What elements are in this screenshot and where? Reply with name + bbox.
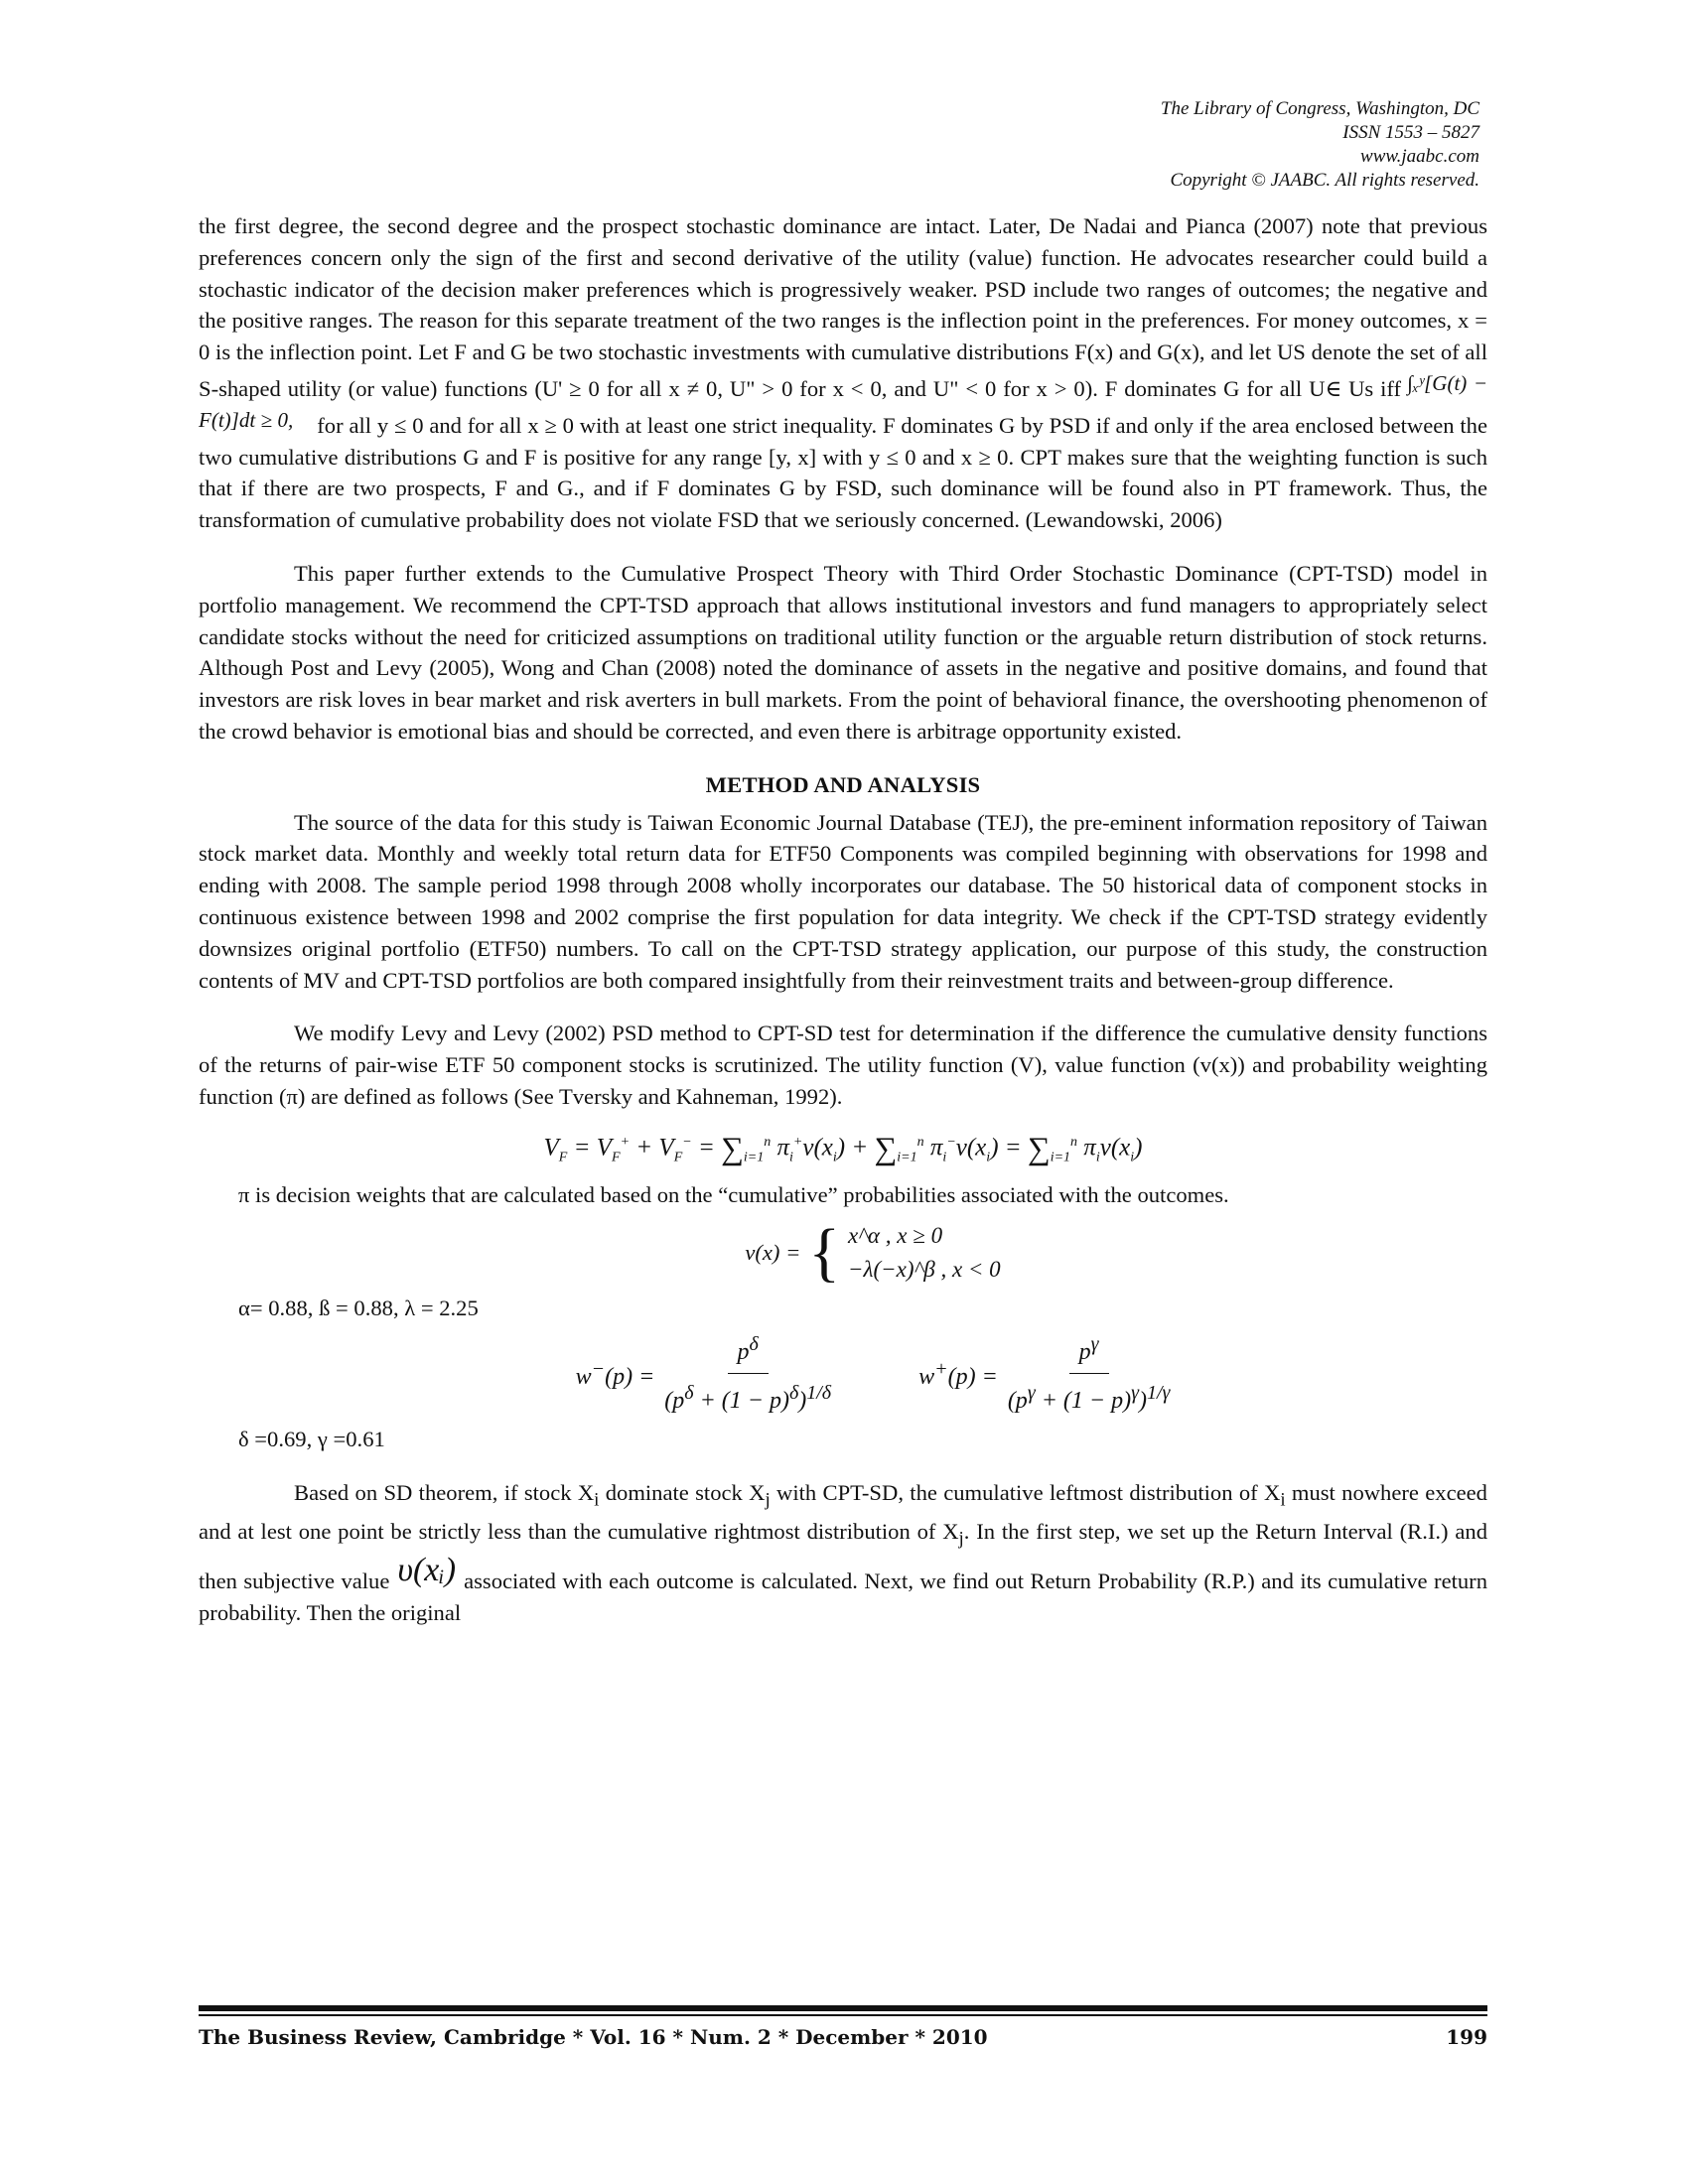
paragraph-sd-theorem: Based on SD theorem, if stock $X_i$ dominate stock $X_j$ with CPT-SD, the cumulative leftmost distribution of $X_i$ must nowhere exceed and at lest one point be strictly less than the cumulative rightmost distribution of $X_j$. In the first step, we set up the Return Interval (R.I.) and then subjective value υ(xᵢ) associated with each outcome is calculated. Next, we find out Return Probability (R.P.) and its cumulative return probability. Then the original [199,1479,1487,1626]
value-function-cases [848,1219,1001,1287]
pi-definition: π is decision weights that are calculated based on the “cumulative” probabilities associated with the outcomes. [238,1181,1229,1207]
utility-equation: $V_F = V_F^+ + V_F^- = \sum_{i=1}^n$ $\pi_i^+v(x_i) + \sum_{i=1}^n$ $\pi_i^-v(x_i) = \sum_{i=1}^n$ $\pi_iv(x_i)$ [543,1130,1143,1166]
weighting-function-equations [258,1329,1487,1418]
paragraph-psd [199,210,1487,536]
page-number: 199 [1446,2025,1487,2049]
header-line-3: www.jaabc.com [1360,146,1479,167]
journal-header [1161,97,1479,193]
brace-symbol: { [808,1215,840,1289]
main-text [199,210,1487,1629]
footer-rule-thin [199,2014,1487,2016]
footer-journal-info: The Business Review, Cambridge * Vol. 16 * Num. 2 * December * 2010 [199,2025,988,2049]
header-line-1: The Library of Congress, Washington, DC [1160,98,1479,119]
paragraph-psd-part-b: for all y ≤ 0 and for all x ≥ 0 with at least one strict inequality. F dominates G by PSD if and only if the area enclosed between the two cumulative distributions G and F is positive for any range [y, x] with y ≤ 0 and x ≥ 0. CPT makes sure that the weighting function is such that if there are two prospects, F and G., and if F dominates G by FSD, such dominance will be found also in PT framework. Thus, the transformation of cumulative probability does not violate FSD that we seriously concerned. (Lewandowski, 2006) [199,412,1487,533]
footer-rule-thick [199,2005,1487,2011]
value-function-lhs: v(x) = [745,1239,801,1265]
paragraph-method: We modify Levy and Levy (2002) PSD method to CPT-SD test for determination if the difference the cumulative density functions of the returns of pair-wise ETF 50 component stocks is scrutinized. The utility function (V), value function (v(x)) and probability weighting function (π) are defined as follows (See Tversky and Kahneman, 1992). [199,1021,1487,1109]
paragraph-data-source: The source of the data for this study is Taiwan Economic Journal Database (TEJ), the pre-eminent information repository of Taiwan stock market data. Monthly and weekly total return data for ETF50 Components was compiled beginning with observations for 1998 and ending with 2008. The sample period 1998 through 2008 wholly incorporates our database. The 50 historical data of component stocks in continuous existence between 1998 and 2002 comprise the first population for data integrity. We check if the CPT-TSD strategy evidently downsizes original portfolio (ETF50) numbers. To call on the CPT-TSD strategy application, our purpose of this study, the construction contents of MV and CPT-TSD portfolios are both compared insightfully from their reinvestment traits and between-group difference. [199,809,1487,993]
value-function-equation [258,1215,1487,1289]
value-parameters: α= 0.88, ß = 0.88, λ = 2.25 [238,1295,479,1320]
header-line-4: Copyright © JAABC. All rights reserved. [1170,170,1479,191]
section-heading: METHOD AND ANALYSIS [705,771,981,797]
value-function-case-negative: −λ(−x)^β , x < 0 [848,1256,1001,1282]
integral-formula: ∫ₓʸ[G(t) − F(t)]dt ≥ 0, [199,370,1487,432]
weighting-parameters: δ =0.69, γ =0.61 [238,1427,385,1452]
header-line-2: ISSN 1553 – 5827 [1342,122,1479,143]
paragraph-cpt-tsd: This paper further extends to the Cumulative Prospect Theory with Third Order Stochastic Dominance (CPT-TSD) model in portfolio management. We recommend the CPT-TSD approach that allows institutional investors and fund managers to appropriately select candidate stocks without the need for criticized assumptions on traditional utility function or the arguable return distribution of stock returns. Although Post and Levy (2005), Wong and Chan (2008) noted the dominance of assets in the negative and positive domains, and found that investors are risk loves in bear market and risk averters in bull markets. From the point of behavioral finance, the overshooting phenomenon of the crowd behavior is emotional bias and should be corrected, and even there is arbitrage opportunity existed. [199,560,1487,744]
weighting-function-negative: w−(p) = $\frac{p^\delta}{(p^\delta + (1 - p)^\delta)^{1/\delta}}$ [576,1329,832,1418]
weighting-function-positive: w+(p) = $\frac{p^\gamma}{(p^\gamma + (1 - p)^\gamma)^{1/\gamma}}$ [918,1329,1170,1418]
subjective-value-symbol: υ(xᵢ) [397,1552,457,1589]
page-footer [199,2025,1487,2049]
paragraph-psd-part-a: the first degree, the second degree and the prospect stochastic dominance are intact. Later, De Nadai and Pianca (2007) note that previous preferences concern only the sign of the first and second derivative of the utility (value) function. He advocates researcher could build a stochastic indicator of the decision maker preferences which is progressively weaker. PSD include two ranges of outcomes; the negative and the positive ranges. The reason for this separate treatment of the two ranges is the inflection point in the preferences. For money outcomes, x = 0 is the inflection point. Let F and G be two stochastic investments with cumulative distributions F(x) and G(x), and let US denote the set of all S-shaped utility (or value) functions (U' ≥ 0 for all x ≠ 0, U" > 0 for x < 0, and U" < 0 for x > 0). F dominates G for all U∈ Us iff [199,213,1487,401]
value-function-case-positive: x^α , x ≥ 0 [848,1222,943,1248]
